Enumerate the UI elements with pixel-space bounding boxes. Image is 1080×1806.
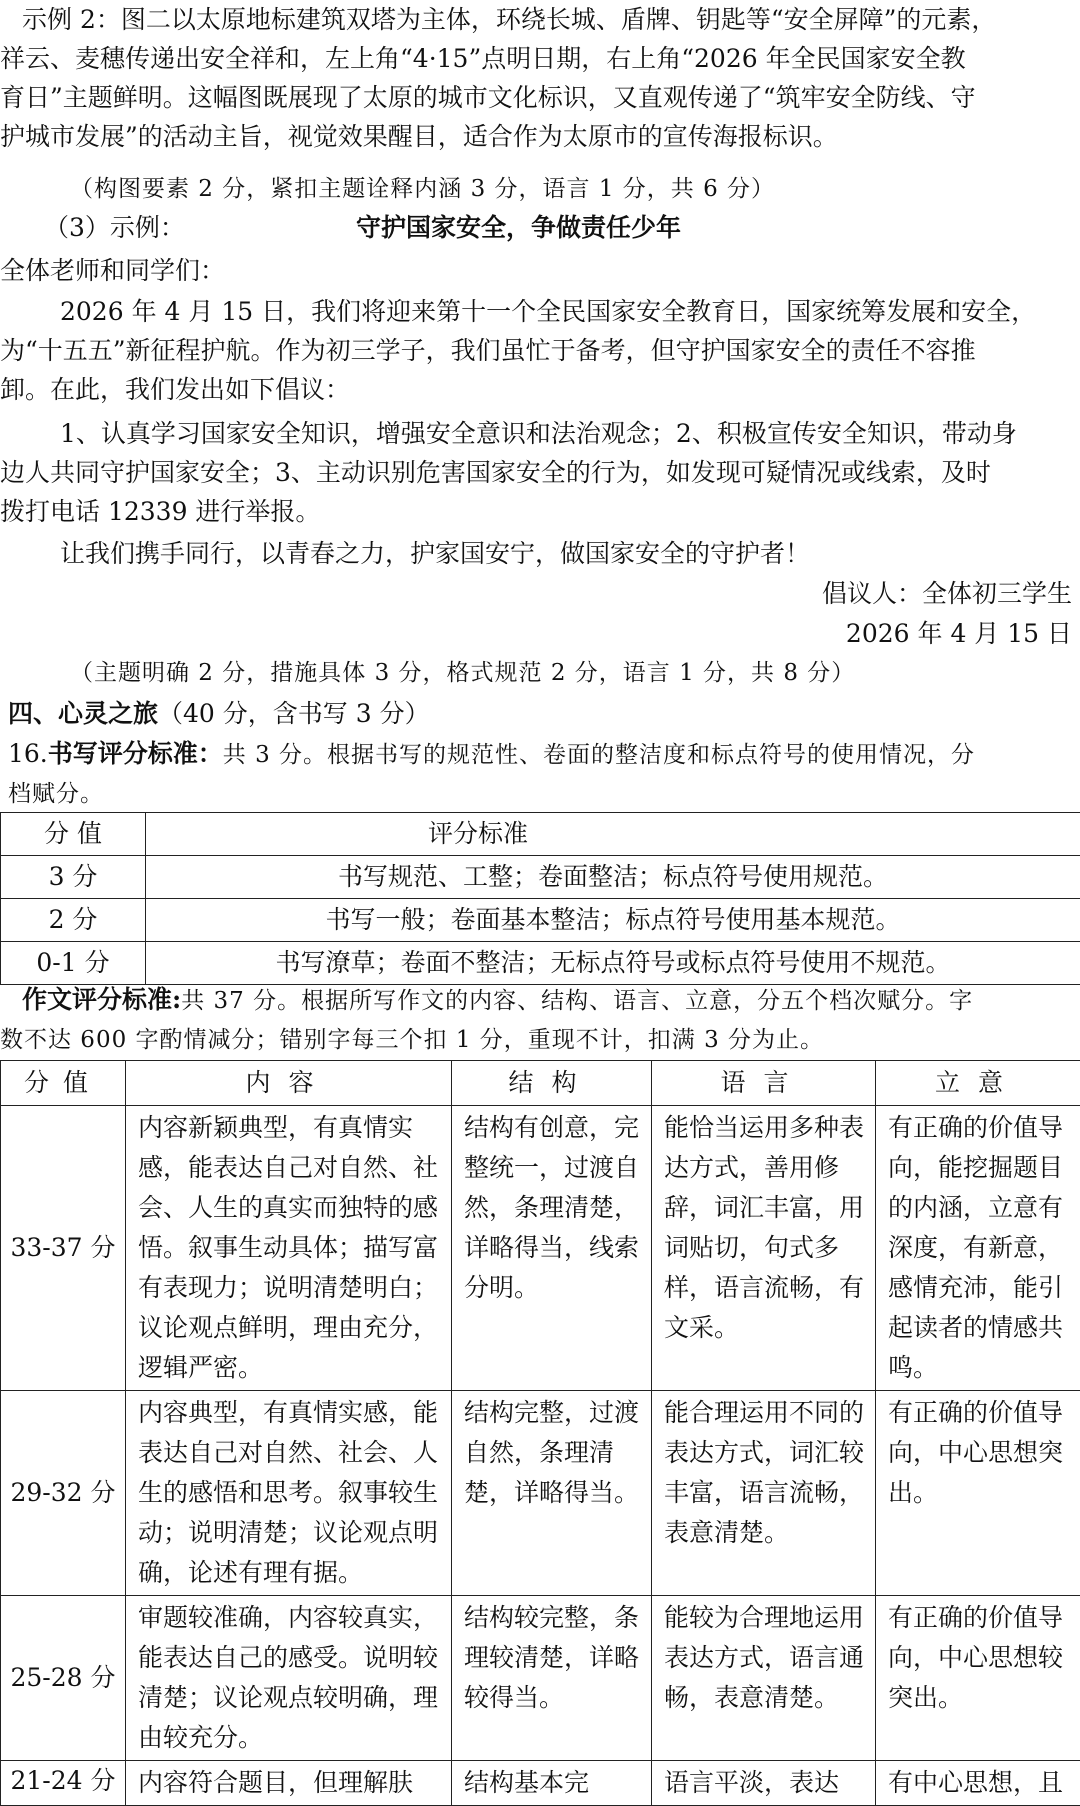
table-header-row <box>1 1061 1080 1106</box>
proposal-paragraph-1 <box>0 292 1036 409</box>
column-header: 语言 <box>652 1061 876 1106</box>
signer: 倡议人：全体初三学生 <box>822 574 1072 613</box>
language-cell: 能合理运用不同的表达方式，词汇较丰富，语言流畅，表意清楚。 <box>652 1391 876 1596</box>
theme-cell: 有正确的价值导向，能挖掘题目的内涵，立意有深度，有新意，感情充沛，能引起读者的情感共鸣。 <box>876 1106 1080 1391</box>
score-note: （构图要素 2 分，紧扣主题诠释内涵 3 分，语言 1 分，共 6 分） <box>70 170 775 209</box>
table-row <box>1 1106 1080 1391</box>
column-header: 内容 <box>126 1061 452 1106</box>
structure-cell: 结构基本完 <box>452 1761 652 1806</box>
score-cell: 2 分 <box>1 899 146 942</box>
score-cell: 25-28 分 <box>1 1596 126 1761</box>
text-line: 育日”主题鲜明。这幅图既展现了太原的城市文化标识，又直观传递了“筑牢安全防线、守 <box>0 78 1080 117</box>
criteria-cell: 书写一般；卷面基本整洁；标点符号使用基本规范。 <box>146 899 1080 942</box>
table-row <box>1 1391 1080 1596</box>
content-cell: 内容符合题目，但理解肤 <box>126 1761 452 1806</box>
column-header: 评分标准 <box>146 813 1080 856</box>
text-line: 拨打电话 12339 进行举报。 <box>0 492 1017 531</box>
text-line: 1、认真学习国家安全知识，增强安全意识和法治观念；2、积极宣传安全知识，带动身 <box>0 414 1017 453</box>
text-line: 为“十五五”新征程护航。作为初三学子，我们虽忙于备考，但守护国家安全的责任不容推 <box>0 331 1036 370</box>
column-header: 立意 <box>876 1061 1080 1106</box>
question-16 <box>8 734 1078 814</box>
score-cell: 29-32 分 <box>1 1391 126 1596</box>
text-line: 卸。在此，我们发出如下倡议： <box>0 370 1036 409</box>
text-line: 2026 年 4 月 15 日，我们将迎来第十一个全民国家安全教育日，国家统筹发展和安全， <box>0 292 1036 331</box>
proposal-paragraph-2 <box>0 414 1017 531</box>
essay-score-table <box>0 1060 1080 1806</box>
writing-score-table <box>0 812 1080 985</box>
column-header: 分值 <box>1 1061 126 1106</box>
essay-text: 共 37 分。根据所写作文的内容、结构、语言、立意，分五个档次赋分。字 <box>181 988 973 1014</box>
question-number: 16. <box>8 739 48 768</box>
proposal-title: 守护国家安全，争做责任少年 <box>356 208 681 247</box>
text-line: 档赋分。 <box>8 775 1078 814</box>
table-row <box>1 942 1080 985</box>
example-label: （3）示例： <box>44 213 185 242</box>
date: 2026 年 4 月 15 日 <box>846 614 1072 653</box>
example-2-paragraph <box>0 0 1080 156</box>
example-3-heading <box>44 208 1074 247</box>
table-row <box>1 899 1080 942</box>
theme-cell: 有中心思想，且 <box>876 1761 1080 1806</box>
section-note: （40 分，含书写 3 分） <box>158 699 430 728</box>
proposal-closing: 让我们携手同行，以青春之力，护家国安宁，做国家安全的守护者！ <box>60 534 810 573</box>
criteria-cell: 书写潦草；卷面不整洁；无标点符号或标点符号使用不规范。 <box>146 942 1080 985</box>
content-cell: 内容新颖典型，有真情实感，能表达自己对自然、社会、人生的真实而独特的感悟。叙事生动具体；描写富有表现力；说明清楚明白；议论观点鲜明，理由充分，逻辑严密。 <box>126 1106 452 1391</box>
section-heading <box>8 694 430 733</box>
text-line: 护城市发展”的活动主旨，视觉效果醒目，适合作为太原市的宣传海报标识。 <box>0 117 1080 156</box>
score-note: （主题明确 2 分，措施具体 3 分，格式规范 2 分，语言 1 分，共 8 分） <box>70 654 855 693</box>
text-line <box>22 980 1080 1021</box>
column-header: 分 值 <box>1 813 146 856</box>
essay-label: 作文评分标准: <box>22 985 181 1014</box>
language-cell: 能较为合理地运用表达方式，语言通畅，表意清楚。 <box>652 1596 876 1761</box>
language-cell: 能恰当运用多种表达方式，善用修辞，词汇丰富，用词贴切，句式多样，语言流畅，有文采。 <box>652 1106 876 1391</box>
question-label: 书写评分标准： <box>48 739 223 768</box>
content-cell: 审题较准确，内容较真实，能表达自己的感受。说明较清楚；议论观点较明确，理由较充分。 <box>126 1596 452 1761</box>
language-cell: 语言平淡，表达 <box>652 1761 876 1806</box>
text-line: 数不达 600 字酌情减分；错别字每三个扣 1 分，重现不计，扣满 3 分为止。 <box>0 1021 1080 1060</box>
structure-cell: 结构有创意，完整统一，过渡自然，条理清楚，详略得当，线索分明。 <box>452 1106 652 1391</box>
question-text: 共 3 分。根据书写的规范性、卷面的整洁度和标点符号的使用情况，分 <box>223 742 975 768</box>
criteria-cell: 书写规范、工整；卷面整洁；标点符号使用规范。 <box>146 856 1080 899</box>
structure-cell: 结构较完整，条理较清楚，详略较得当。 <box>452 1596 652 1761</box>
content-cell: 内容典型，有真情实感，能表达自己对自然、社会、人生的感悟和思考。叙事较生动；说明清楚；议论观点明确，论述有理有据。 <box>126 1391 452 1596</box>
column-header: 结构 <box>452 1061 652 1106</box>
text-line: 边人共同守护国家安全；3、主动识别危害国家安全的行为，如发现可疑情况或线索，及时 <box>0 453 1017 492</box>
text-line <box>8 734 1078 775</box>
structure-cell: 结构完整，过渡自然，条理清楚，详略得当。 <box>452 1391 652 1596</box>
score-cell: 33-37 分 <box>1 1106 126 1391</box>
essay-criteria-intro <box>22 980 1080 1060</box>
score-cell: 0-1 分 <box>1 942 146 985</box>
theme-cell: 有正确的价值导向，中心思想突出。 <box>876 1391 1080 1596</box>
table-header-row <box>1 813 1080 856</box>
theme-cell: 有正确的价值导向，中心思想较突出。 <box>876 1596 1080 1761</box>
text-line: 示例 2：图二以太原地标建筑双塔为主体，环绕长城、盾牌、钥匙等“安全屏障”的元素， <box>0 0 1080 39</box>
section-title: 四、心灵之旅 <box>8 699 158 728</box>
score-cell: 21-24 分 <box>1 1761 126 1806</box>
score-cell: 3 分 <box>1 856 146 899</box>
greeting: 全体老师和同学们： <box>0 251 225 290</box>
table-row <box>1 856 1080 899</box>
table-row <box>1 1761 1080 1806</box>
text-line: 祥云、麦穗传递出安全祥和，左上角“4·15”点明日期，右上角“2026 年全民国家安全教 <box>0 39 1080 78</box>
table-row <box>1 1596 1080 1761</box>
